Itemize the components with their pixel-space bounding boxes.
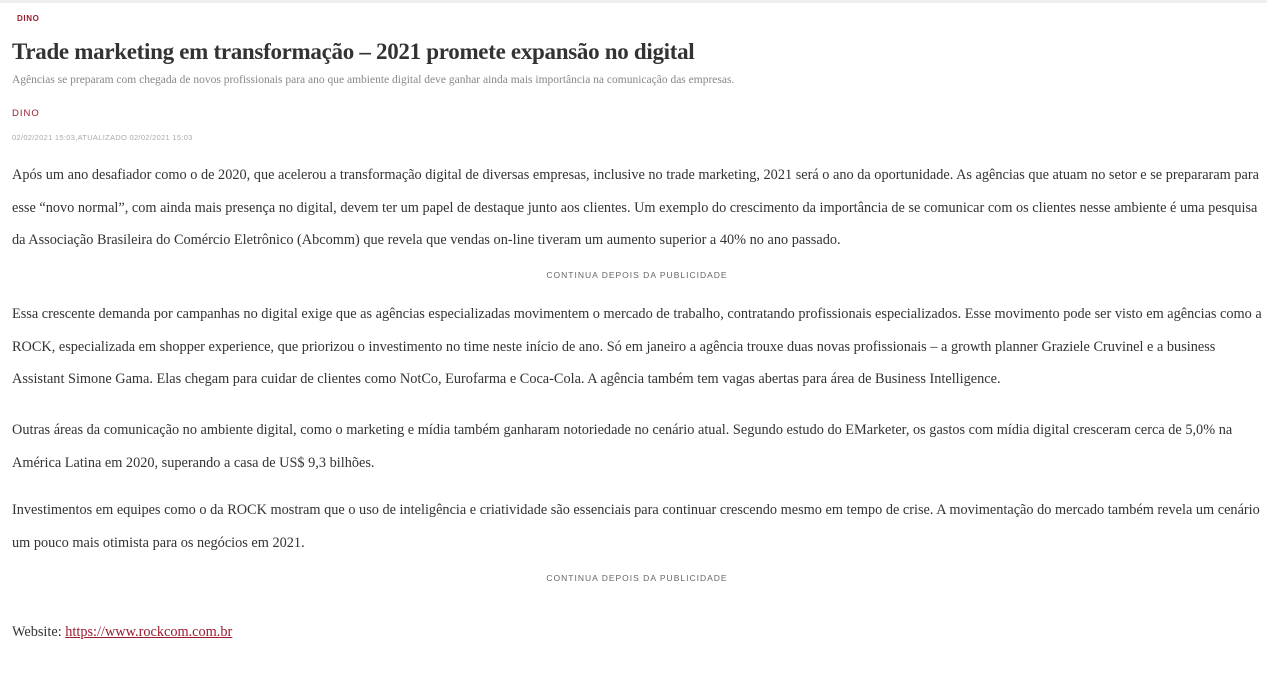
- website-line: [12, 624, 232, 641]
- article-paragraph: Essa crescente demanda por campanhas no digital exige que as agências especializadas movimentem o mercado de trabalho, contratando profissionais especializados. Esse movimento pode ser visto em agências como a ROCK, especializada em shopper experience, que priorizou o investimento no time neste início de ano. Só em janeiro a agência trouxe duas novas profissionais – a growth planner Graziele Cruvinel e a business Assistant Simone Gama. Elas chegam para cuidar de clientes como NotCo, Eurofarma e Coca-Cola. A agência também tem vagas abertas para área de Business Intelligence.: [12, 306, 1262, 387]
- article-subheadline: Agências se preparam com chegada de novos profissionais para ano que ambiente digital deve ganhar ainda mais importância na comunicação das empresas.: [12, 74, 735, 86]
- article-dateline: 02/02/2021 15:03,ATUALIZADO 02/02/2021 15:03: [12, 133, 193, 142]
- article-paragraph: Outras áreas da comunicação no ambiente digital, como o marketing e mídia também ganharam notoriedade no cenário atual. Segundo estudo do EMarketer, os gastos com mídia digital cresceram cerca de 5,0% na América Latina em 2020, superando a casa de US$ 9,3 bilhões.: [12, 422, 1233, 471]
- article-paragraph: Investimentos em equipes como o da ROCK mostram que o uso de inteligência e criatividade são essenciais para continuar crescendo mesmo em tempo de crise. A movimentação do mercado também revela um cenário um pouco mais otimista para os negócios em 2021.: [12, 502, 1260, 551]
- author-link[interactable]: DINO: [12, 108, 40, 119]
- ad-notice: CONTINUA DEPOIS DA PUBLICIDADE: [546, 573, 728, 583]
- top-border: [0, 0, 1267, 3]
- website-label: Website:: [12, 624, 66, 640]
- ad-notice: CONTINUA DEPOIS DA PUBLICIDADE: [546, 270, 728, 280]
- article-headline: Trade marketing em transformação – 2021 promete expansão no digital: [12, 39, 695, 64]
- website-link[interactable]: https://www.rockcom.com.br: [65, 624, 233, 640]
- section-tag-link[interactable]: DINO: [17, 14, 40, 23]
- article-paragraph: Após um ano desafiador como o de 2020, que acelerou a transformação digital de diversas empresas, inclusive no trade marketing, 2021 será o ano da oportunidade. As agências que atuam no setor e se prepararam para esse “novo normal”, com ainda mais presença no digital, devem ter um papel de destaque junto aos clientes. Um exemplo do crescimento da importância de se comunicar com os clientes nesse ambiente é uma pesquisa da Associação Brasileira do Comércio Eletrônico (Abcomm) que revela que vendas on-line tiveram um aumento superior a 40% no ano passado.: [12, 167, 1259, 248]
